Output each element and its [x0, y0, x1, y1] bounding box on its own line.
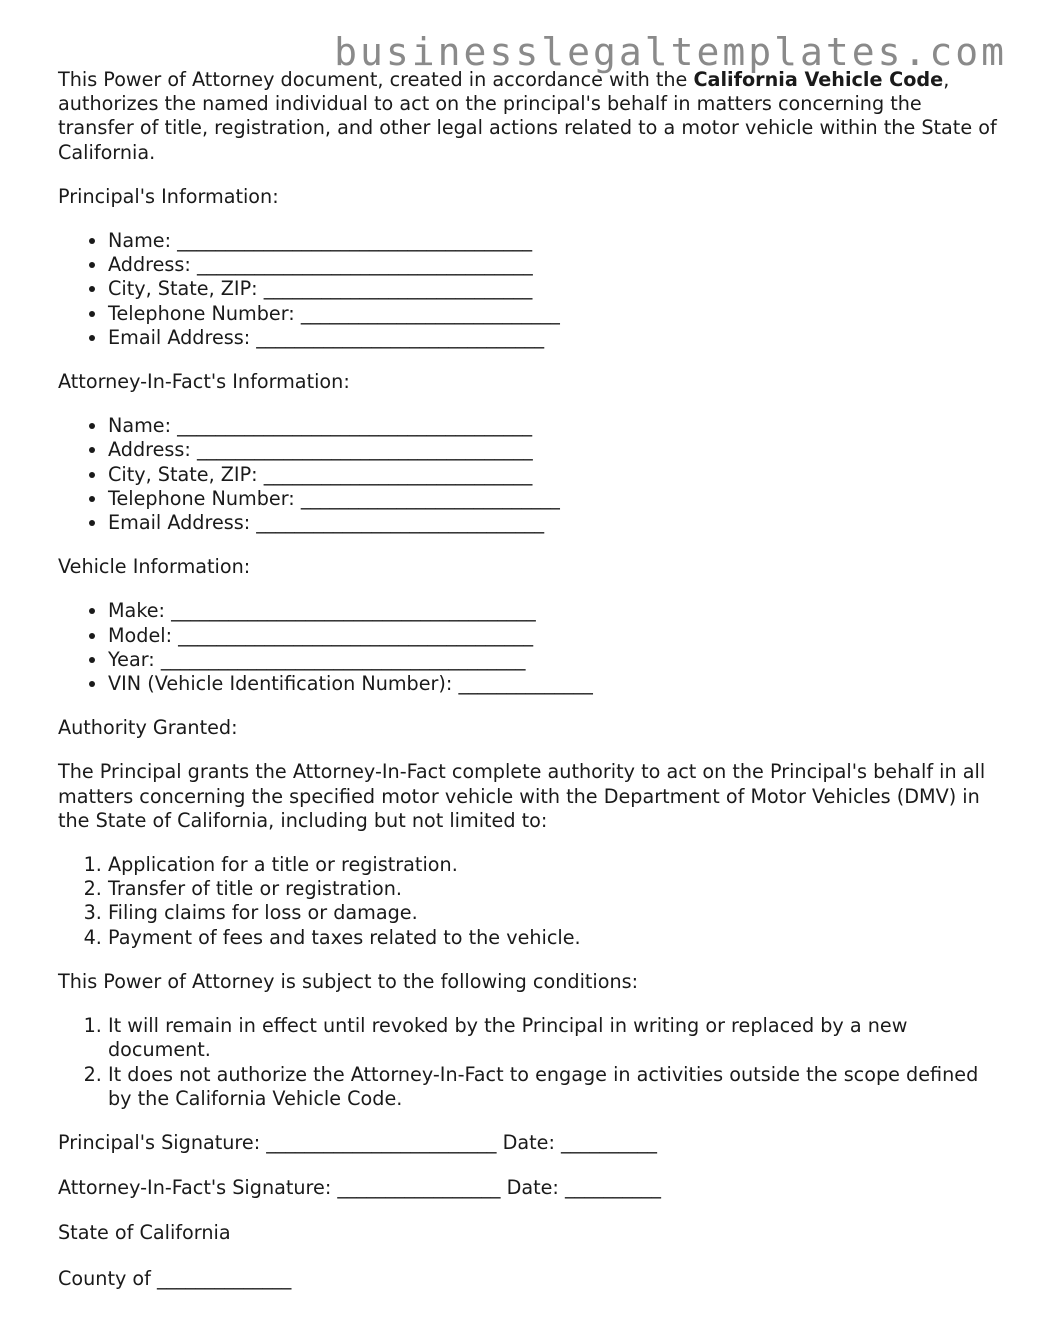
notary-county: County of ______________ [58, 1266, 292, 1290]
principal-heading: Principal's Information: [58, 184, 279, 208]
principal-city-field: • City, State, ZIP: ____________________________ [108, 277, 998, 301]
attorney-signature-line: Attorney-In-Fact's Signature: _________________ Date: __________ [58, 1176, 661, 1200]
intro-text-2: , authorizes the named individual to act on the principal's behalf in matters concerning the transfer of title, registration, and other legal actions related to a motor vehicle within the State of California. [58, 68, 997, 164]
principal-phone-field: • Telephone Number: ___________________________ [108, 302, 998, 326]
attorney-list [58, 414, 998, 535]
attorney-heading: Attorney-In-Fact's Information: [58, 370, 350, 394]
vehicle-vin-field: • VIN (Vehicle Identification Number): ______________ [108, 672, 998, 696]
conditions-list [58, 1014, 998, 1111]
vehicle-list [58, 599, 998, 696]
principal-address-field: • Address: ___________________________________ [108, 253, 998, 277]
vehicle-year-field: • Year: ______________________________________ [108, 648, 998, 672]
authority-paragraph: The Principal grants the Attorney-In-Fact complete authority to act on the Principal's behalf in all matters concerning the specified motor vehicle with the Department of Motor Vehicles (DMV) in the State of California, including but not limited to: [58, 760, 986, 832]
principal-email-field: • Email Address: ______________________________ [108, 326, 998, 350]
vehicle-model-field: • Model: _____________________________________ [108, 624, 998, 648]
attorney-email-field: • Email Address: ______________________________ [108, 511, 998, 535]
authority-list [58, 853, 998, 950]
attorney-phone-field: • Telephone Number: ___________________________ [108, 487, 998, 511]
document-page [58, 68, 998, 1312]
principal-signature-line: Principal's Signature: ________________________ Date: __________ [58, 1130, 657, 1154]
authority-item: 1. Application for a title or registration. [108, 853, 998, 877]
principal-list [58, 229, 998, 350]
principal-name-field: • Name: _____________________________________ [108, 229, 998, 253]
intro-bold-code: California Vehicle Code [693, 68, 944, 91]
vehicle-make-field: • Make: ______________________________________ [108, 599, 998, 623]
authority-item: 2. Transfer of title or registration. [108, 877, 998, 901]
attorney-name-field: • Name: _____________________________________ [108, 414, 998, 438]
attorney-address-field: • Address: ___________________________________ [108, 438, 998, 462]
condition-item: 2. It does not authorize the Attorney-In-Fact to engage in activities outside the scope defined by the California Vehicle Code. [108, 1063, 998, 1111]
authority-item: 4. Payment of fees and taxes related to the vehicle. [108, 926, 998, 950]
vehicle-heading: Vehicle Information: [58, 555, 251, 579]
conditions-heading: This Power of Attorney is subject to the following conditions: [58, 969, 639, 993]
attorney-city-field: • City, State, ZIP: ____________________________ [108, 463, 998, 487]
intro-text-1: This Power of Attorney document, created in accordance with the [58, 68, 694, 91]
intro-paragraph [58, 68, 998, 165]
notary-state: State of California [58, 1221, 231, 1245]
authority-heading: Authority Granted: [58, 716, 238, 740]
watermark: businesslegaltemplates.com [334, 30, 1007, 74]
condition-item: 1. It will remain in effect until revoked by the Principal in writing or replaced by a new document. [108, 1014, 998, 1062]
authority-item: 3. Filing claims for loss or damage. [108, 901, 998, 925]
